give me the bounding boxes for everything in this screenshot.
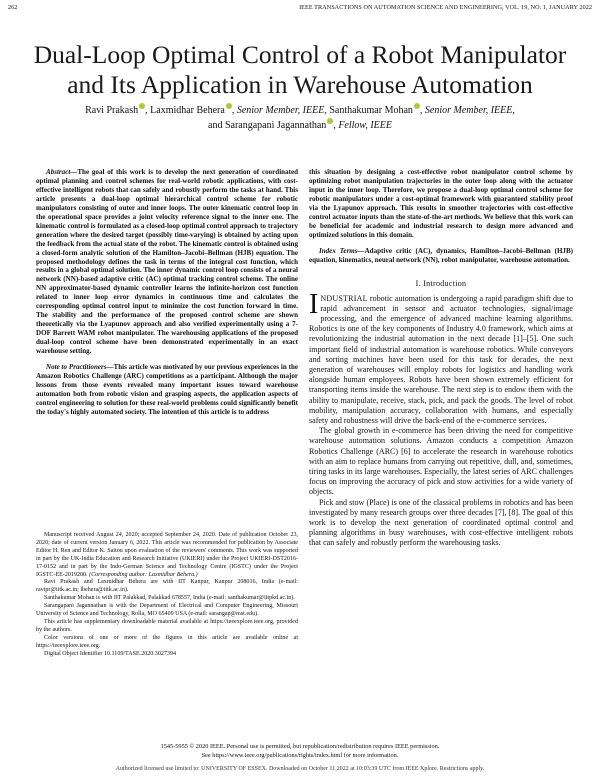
footnote-supplementary: This article has supplementary downloadable material available at https://ieeexplore.ieee.org, provided by the authors. xyxy=(36,618,298,633)
note-label: Note to Practitioners— xyxy=(46,363,114,372)
author-membership: Senior Member, IEEE xyxy=(236,105,325,116)
license-notice: Authorized licensed use limited to: UNIVERSITY OF ESSEX. Downloaded on October 11,2022 at 10:03:39 UTC from IEEE Xplore. Restrictions apply. xyxy=(115,766,485,772)
abstract-continued: this situation by designing a cost-effective robot manipulator control scheme by optimizing robot manipulation trajectories in the outer loop along with the actuator input in the inner loop. Therefore, we propose a dual-loop optimal control scheme for robotic manipulators under a cost-optimal framework with guaranteed stability proof via the Lyapunov approach. This results in smoother trajectories with cost-effective control actuator inputs than the state-of-the-art methods. We believe that this work can be beneficial for academic and industrial research to design more advanced and optimized solutions in this domain. xyxy=(309,168,573,239)
intro-paragraph: INDUSTRIAL robotic automation is undergoing a rapid paradigm shift due to rapid advancement in sensor and actuator technologies, signal/image processing, and the emergence of advanced machine learning algorithms. Robotics is one of the key components of Industry 4.0 framework, which aims at revolutionizing the industrial automation in the next decade [1]–[5]. One such important field of industrial automation is warehouse robotics. While conveyors and sorting machines have been used for this task for decades, the next generation of warehouses will employ robots for logistics and handling work alongside human employees. Robots have been shown extremely efficient for transporting items inside the warehouse. The next step is to endow them with the ability to manipulate, receive, stack, pick, and pack the goods. The level of robot mobility, manipulation accuracy, collaboration with humans, and especially safety and robustness will drive the back-end of the e-commerce services. xyxy=(309,288,573,425)
note-to-practitioners xyxy=(36,363,298,417)
abstract xyxy=(36,168,298,356)
copyright-line: 1545-5955 © 2020 IEEE. Personal use is permitted, but republication/redistribution requires IEEE permission. xyxy=(160,743,440,750)
orcid-icon[interactable] xyxy=(226,103,232,109)
page-number: 262 xyxy=(8,4,18,11)
orcid-icon[interactable] xyxy=(414,103,420,109)
right-column xyxy=(309,168,573,549)
author-name: Ravi Prakash xyxy=(85,105,139,116)
drop-cap: I xyxy=(309,288,319,320)
note-text: This article was motivated by our previous experiences in the Amazon Robotics Challenge (ARC) competitions as a participant. Although the major lessons from those events revealed many important issues toward warehouse automation both from robotic vision and grasping aspects, the application aspects of control engineering to solution for these real-world problems could significantly benefit the today's highly automated society. The intention of this article is to address xyxy=(36,363,298,416)
orcid-icon[interactable] xyxy=(327,118,333,124)
paper-title xyxy=(0,40,600,100)
title-line-1: Dual-Loop Optimal Control of a Robot Manipulator xyxy=(33,40,567,69)
index-terms-text: Adaptive critic (AC), dynamics, Hamilton–Jacobi–Bellman (HJB) equation, kinematics, neural network (NN), robot manipulator, warehouse automation. xyxy=(309,246,574,264)
footnote-affiliation: Ravi Prakash and Laxmidhar Behera are with IIT Kanpur, Kanpur 208016, India (e-mail: ravipr@iitk.ac.in; lbehera@iitk.ac.in). xyxy=(36,579,298,594)
author-conjunction: and xyxy=(208,120,223,131)
index-terms-label: Index Terms— xyxy=(319,246,365,255)
intro-paragraph: The global growth in e-commerce has been driving the need for competitive warehouse automation solutions. Amazon conducts a competition Amazon Robotics Challenge (ARC) [6] to accelerate the research in warehouse robotics with an aim to replace humans from carrying out repetitive, dull, and, sometimes, tiring tasks in its large warehouses. Especially, the latest series of ARC challenges focus on improving the accuracy of pick and stow activities for a wide variety of objects. xyxy=(309,426,573,497)
author-name: Santhakumar Mohan xyxy=(329,105,413,116)
intro-paragraph: Pick and stow (Place) is one of the classical problems in robotics and has been investigated by many research groups over three decades [7], [8]. The goal of this work is to develop the next generation of coordinated optimal control and planning algorithms in busy warehouses, with cost-effective intelligent robots that can safely and robustly perform the warehousing tasks. xyxy=(309,497,573,548)
lead-word: NDUSTRIAL xyxy=(320,293,368,303)
footnotes xyxy=(36,532,298,659)
footnote-doi: Digital Object Identifier 10.1109/TASE.2020.3027394 xyxy=(44,650,176,657)
author-name: Sarangapani Jagannathan xyxy=(224,120,327,131)
abstract-text: The goal of this work is to develop the next generation of coordinated optimal planning and control schemes for real-world robotic applications, with cost-effective intelligent robots that can safely and robustly perform the tasks at hand. This article presents a dual-loop optimal hierarchical control scheme for robotic manipulators consisting of outer and inner loops. The outer kinematic control loop in the operational space provides a joint velocity reference signal to the inner one. The kinematic control is formulated as a closed-loop optimal control approach to trajectory generation where the desired target (possibly time-varying) is obtained by acting upon the feedback from the actual state of the robot. The kinematic control is obtained using a closed-form analytic solution of the Hamilton–Jacobi–Bellman (HJB) equation. The proposed methodology defines the task in terms of the integral cost function, which results in a global optimal solution. The inner dynamic control loop consists of a neural network (NN)-based adaptive critic (AC) optimal tracking control scheme. The online NN approximator-based dynamic controller learns the infinite-horizon cost function related to inner loop error dynamics in continuous time and calculates the corresponding optimal control input to minimize the cost function forward in time. The stability and the performance of the proposed control scheme are shown theoretically via the Lyapunov approach and also verified experimentally using a 7-DOF Barrett WAM robot manipulator. The warehousing applications of the proposed dual-loop control scheme have been demonstrated experimentally in an exact warehouse setting. xyxy=(36,168,298,356)
journal-title: IEEE TRANSACTIONS ON AUTOMATION SCIENCE AND ENGINEERING, VOL. 19, NO. 1, JANUARY 2022 xyxy=(299,4,592,11)
footnote-manuscript: Manuscript received August 24, 2020; accepted September 24, 2020. Date of publication October 23, 2020; date of current version January 6, 2022. This article was recommended for publication by Associate Editor H. Ren and Editor K. Saitou upon evaluation of the reviewers' comments. This work was supported in part by the UK-India Education and Research Initiative (UKIERI) under the Project UKIERI-DST2016-17-0152 and in part by the Indo-German Science and Technology Centre (IGSTC) under the Project IGSTC-EE-2019200. (Corresponding author: Laxmidhar Behera.) xyxy=(36,532,298,578)
orcid-icon[interactable] xyxy=(139,103,145,109)
corresponding-author: (Corresponding author: Laxmidhar Behera.) xyxy=(89,571,198,578)
title-line-2: and Its Application in Warehouse Automation xyxy=(67,70,533,99)
rights-line: See https://www.ieee.org/publications/rights/index.html for more information. xyxy=(201,751,399,759)
author-name: Laxmidhar Behera xyxy=(150,105,225,116)
author-membership: Fellow, IEEE xyxy=(338,120,392,131)
left-column xyxy=(36,168,298,417)
footnote-affiliation: Santhakumar Mohan is with IIT Palakkad, Palakkad 678557, India (e-mail: santhakumar@iitpkd.ac.in). xyxy=(44,595,295,602)
copyright-notice xyxy=(0,743,600,760)
index-terms xyxy=(309,247,573,265)
section-heading: I. Introduction xyxy=(415,278,467,288)
footnote-color: Color versions of one or more of the figures in this article are available online at https://ieeexplore.ieee.org. xyxy=(36,634,298,649)
author-membership: Senior Member, IEEE xyxy=(424,105,513,116)
footnote-affiliation: Sarangapani Jagannathan is with the Department of Electrical and Computer Engineering, Missouri University of Science and Technology, Rolla, MO 65409 USA (e-mail: sarangap@mst.edu). xyxy=(36,603,298,618)
author-list: Ravi Prakash , Laxmidhar Behera , Senior Member, IEEE, Santhakumar Mohan , Senior Member, IEEE, and Sarangapani Jagannathan , Fellow, IEEE xyxy=(85,105,515,131)
running-header xyxy=(8,4,592,16)
abstract-label: Abstract— xyxy=(46,168,78,176)
